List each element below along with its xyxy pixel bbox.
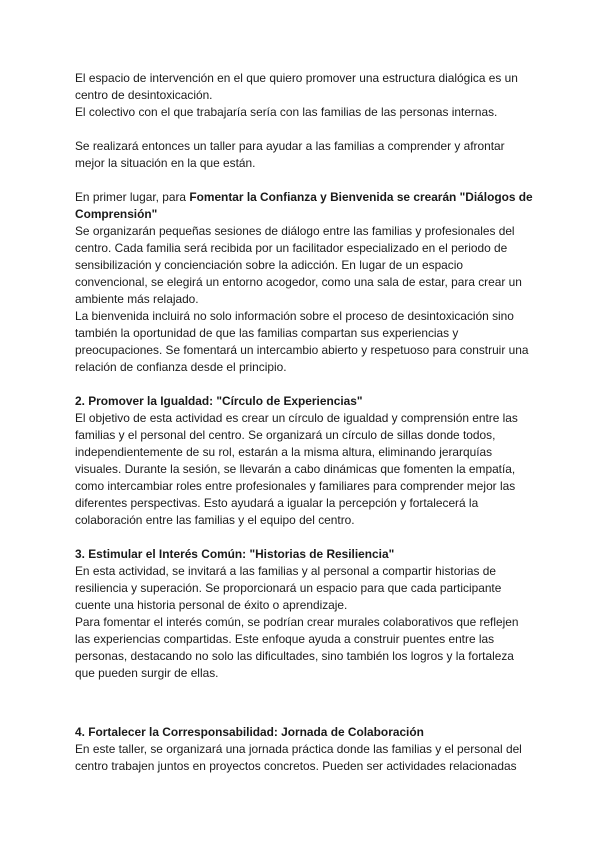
intro-paragraph-3: Se realizará entonces un taller para ayudar a las familias a comprender y afrontar mejor la situación en la que están. — [75, 139, 505, 170]
section-4-title: 4. Fortalecer la Corresponsabilidad: Jornada de Colaboración — [75, 725, 424, 739]
section-4-paragraph-1: En este taller, se organizará una jornada práctica donde las familias y el personal del centro trabajen juntos en proyectos concretos. Pueden ser actividades relacionadas — [75, 742, 522, 773]
section-3-title: 3. Estimular el Interés Común: "Historias de Resiliencia" — [75, 547, 395, 561]
intro-paragraph-2: El colectivo con el que trabajaría sería con las familias de las personas internas. — [75, 105, 498, 119]
intro-paragraph-1: El espacio de intervención en el que quiero promover una estructura dialógica es un centro de desintoxicación. — [75, 71, 518, 102]
section-1-paragraph-2: La bienvenida incluirá no solo información sobre el proceso de desintoxicación sino también la oportunidad de que las familias compartan sus experiencias y preocupaciones. Se fomentará un intercambio abierto y respetuoso para construir una relación de confianza desde el principio. — [75, 309, 529, 374]
section-1-paragraph-1: Se organizarán pequeñas sesiones de diálogo entre las familias y profesionales del centro. Cada familia será recibida por un facilitador especializado en el periodo de sensibilización y concienciación sobre la adicción. En lugar de un espacio convencional, se elegirá un entorno acogedor, como una sala de estar, para crear un ambiente más relajado. — [75, 224, 522, 306]
document-body — [75, 70, 535, 682]
section-2-paragraph-1: El objetivo de esta actividad es crear un círculo de igualdad y comprensión entre las familias y el personal del centro. Se organizará un círculo de sillas donde todos, independientemente de su rol, estarán a la misma altura, eliminando jerarquías visuales. Durante la sesión, se llevarán a cabo dinámicas que fomenten la empatía, como intercambiar roles entre profesionales y familiares para comprender mejor las diferentes perspectivas. Esto ayudará a igualar la percepción y fortalecerá la colaboración entre las familias y el equipo del centro. — [75, 411, 518, 527]
section-1-prefix: En primer lugar, para — [75, 190, 190, 204]
section-2-title: 2. Promover la Igualdad: "Círculo de Experiencias" — [75, 394, 363, 408]
section-4 — [75, 724, 535, 775]
section-1-heading — [75, 189, 535, 223]
section-1-title: Fomentar la Confianza y Bienvenida se crearán "Diálogos de Comprensión" — [75, 190, 533, 221]
section-3-paragraph-2: Para fomentar el interés común, se podrían crear murales colaborativos que reflejen las experiencias compartidas. Este enfoque ayuda a construir puentes entre las personas, destacando no solo las dificultades, sino también los logros y la fortaleza que pueden surgir de ellas. — [75, 615, 519, 680]
section-3-paragraph-1: En esta actividad, se invitará a las familias y al personal a compartir historias de resiliencia y superación. Se proporcionará un espacio para que cada participante cuente una historia personal de éxito o aprendizaje. — [75, 564, 502, 612]
